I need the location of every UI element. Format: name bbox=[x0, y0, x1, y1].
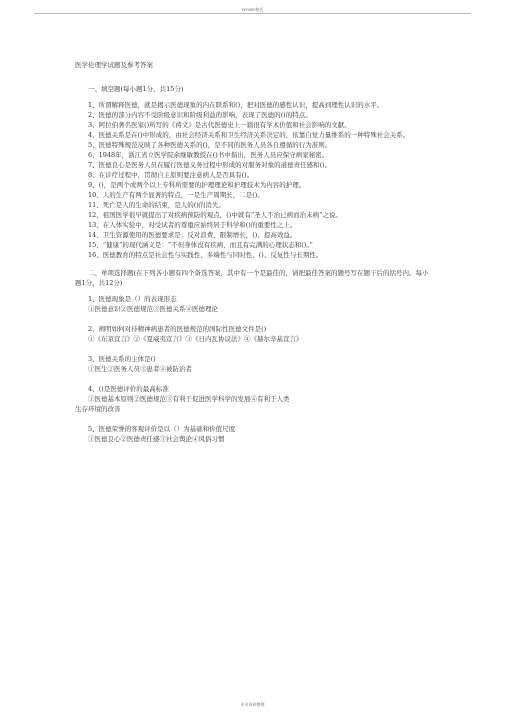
question-options: ①医德意识②医德规范③医德关系④医德理论 bbox=[88, 305, 218, 313]
question-options: ①医德良心②医德责任感③社会舆论④风俗习惯 bbox=[88, 435, 225, 443]
question-stem: 5、医德荣誉的客观评价是以（）为基础和价值尺度 bbox=[88, 425, 236, 433]
choice-list bbox=[75, 294, 430, 444]
question-options: ①《东京宣言》②《夏威夷宣言》③《日内瓦协议法》④《赫尔辛基宣言》 bbox=[88, 335, 303, 343]
fill-item: 2、医德的部分内容不受阶级意识和阶级利益的影响，表现了医德的()的特点。 bbox=[88, 111, 312, 119]
question-options: ①医德基本原则②医德规范③有利于促进医学科学的发展④有利于人类 bbox=[88, 395, 290, 403]
choice-question bbox=[75, 324, 430, 344]
fill-item: 11、死亡是人的生命的结束，是人的()的消失。 bbox=[88, 201, 225, 209]
fill-item: 6、1948年，浙江省立医学院余继敏教授在()书中指出，医务人员应保守病家秘密。 bbox=[88, 151, 329, 159]
question-stem: 1、医德现象是（）的表现形态 bbox=[88, 295, 177, 303]
fill-item: 13、在人体实验中，对受试者的尊重应始终居于科学和()的重要性之上。 bbox=[88, 221, 297, 229]
question-stem: 2、阐明如何对待精神病患者的医德规范的国际性医德文件是() bbox=[88, 325, 267, 333]
question-options: ①医生②医务人员③患者④被防治者 bbox=[88, 365, 192, 373]
fill-item: 4、医德关系是在()中形成的，由社会经济关系和卫生经济关系决定的，依靠自觉力量维系的一种特殊社会关系。 bbox=[88, 131, 410, 139]
choice-question bbox=[75, 294, 430, 314]
fill-item: 15、“健康”的现代涵义是：“不但身体没有疾病，而且有完满的心理状态和()。” bbox=[88, 241, 313, 249]
fill-item: 14、卫生资源使用的医德要求是：反对浪费，限制增长，()，提高效益。 bbox=[88, 231, 297, 239]
fill-item: 16、医德教育的特点是社会性与实践性、多端性与同时性、()、反复性与长期性。 bbox=[88, 251, 323, 259]
section-heading-fill-in: 一、填空题(每小题1分，共15分) bbox=[88, 85, 184, 93]
document-body bbox=[75, 60, 430, 444]
fill-item: 10、人的生产有两个显著的特点，一是生产周期长，二是()。 bbox=[88, 191, 264, 199]
question-stem: 4、()是医德评价的最高标准 bbox=[88, 385, 169, 393]
question-stem: 3、医德关系的主体是() bbox=[88, 355, 156, 363]
choice-question bbox=[75, 424, 430, 444]
document-title: 医学伦理学试题及参考答案 bbox=[75, 61, 153, 69]
fill-item: 5、医德特殊规范反映了各种医德关系的()，是不同的医务人员各自遵循的行为准则。 bbox=[88, 141, 332, 149]
header-rule bbox=[34, 13, 471, 14]
fill-in-list bbox=[75, 100, 430, 260]
page-header: WORD格式 bbox=[241, 7, 264, 12]
fill-item: 1、所谓解释医德，就是揭示医德现象的内在联系和()，把对医德的感性认识，提高到理性认识的水平。 bbox=[88, 101, 384, 109]
fill-item: 7、医德良心是医务人员在履行医德义务过程中形成的对服务对象的道德责任感和()。 bbox=[88, 161, 332, 169]
question-options-continued: 生存环境的改善 bbox=[75, 405, 121, 413]
fill-item: 8、在诊疗过程中，贯彻自主原则要注意病人是否具有()。 bbox=[88, 171, 254, 179]
section-heading-single-choice: 二、单项选择题(在下列各小题有四个备选答案，其中有一个是最佳的，请把最佳答案的题号写在题干后的括号内。每小题1分，共12分) bbox=[75, 269, 429, 287]
choice-question bbox=[75, 384, 430, 414]
fill-item: 9、()，是两个或两个以上专科所需要的护理理论和护理技术为内容的护理。 bbox=[88, 181, 306, 189]
fill-item: 12、祖国医学很早就提出了对疾病预防的观点，()中就有“圣人不治已病而治未病”之说。 bbox=[88, 211, 342, 219]
fill-item: 3、阿拉伯著名医家()所写的《祷文》是古代医德史上一篇很有学术价值和社会影响的文献。 bbox=[88, 121, 351, 129]
page-footer: 专业资料整理 bbox=[240, 702, 265, 707]
choice-question bbox=[75, 354, 430, 374]
